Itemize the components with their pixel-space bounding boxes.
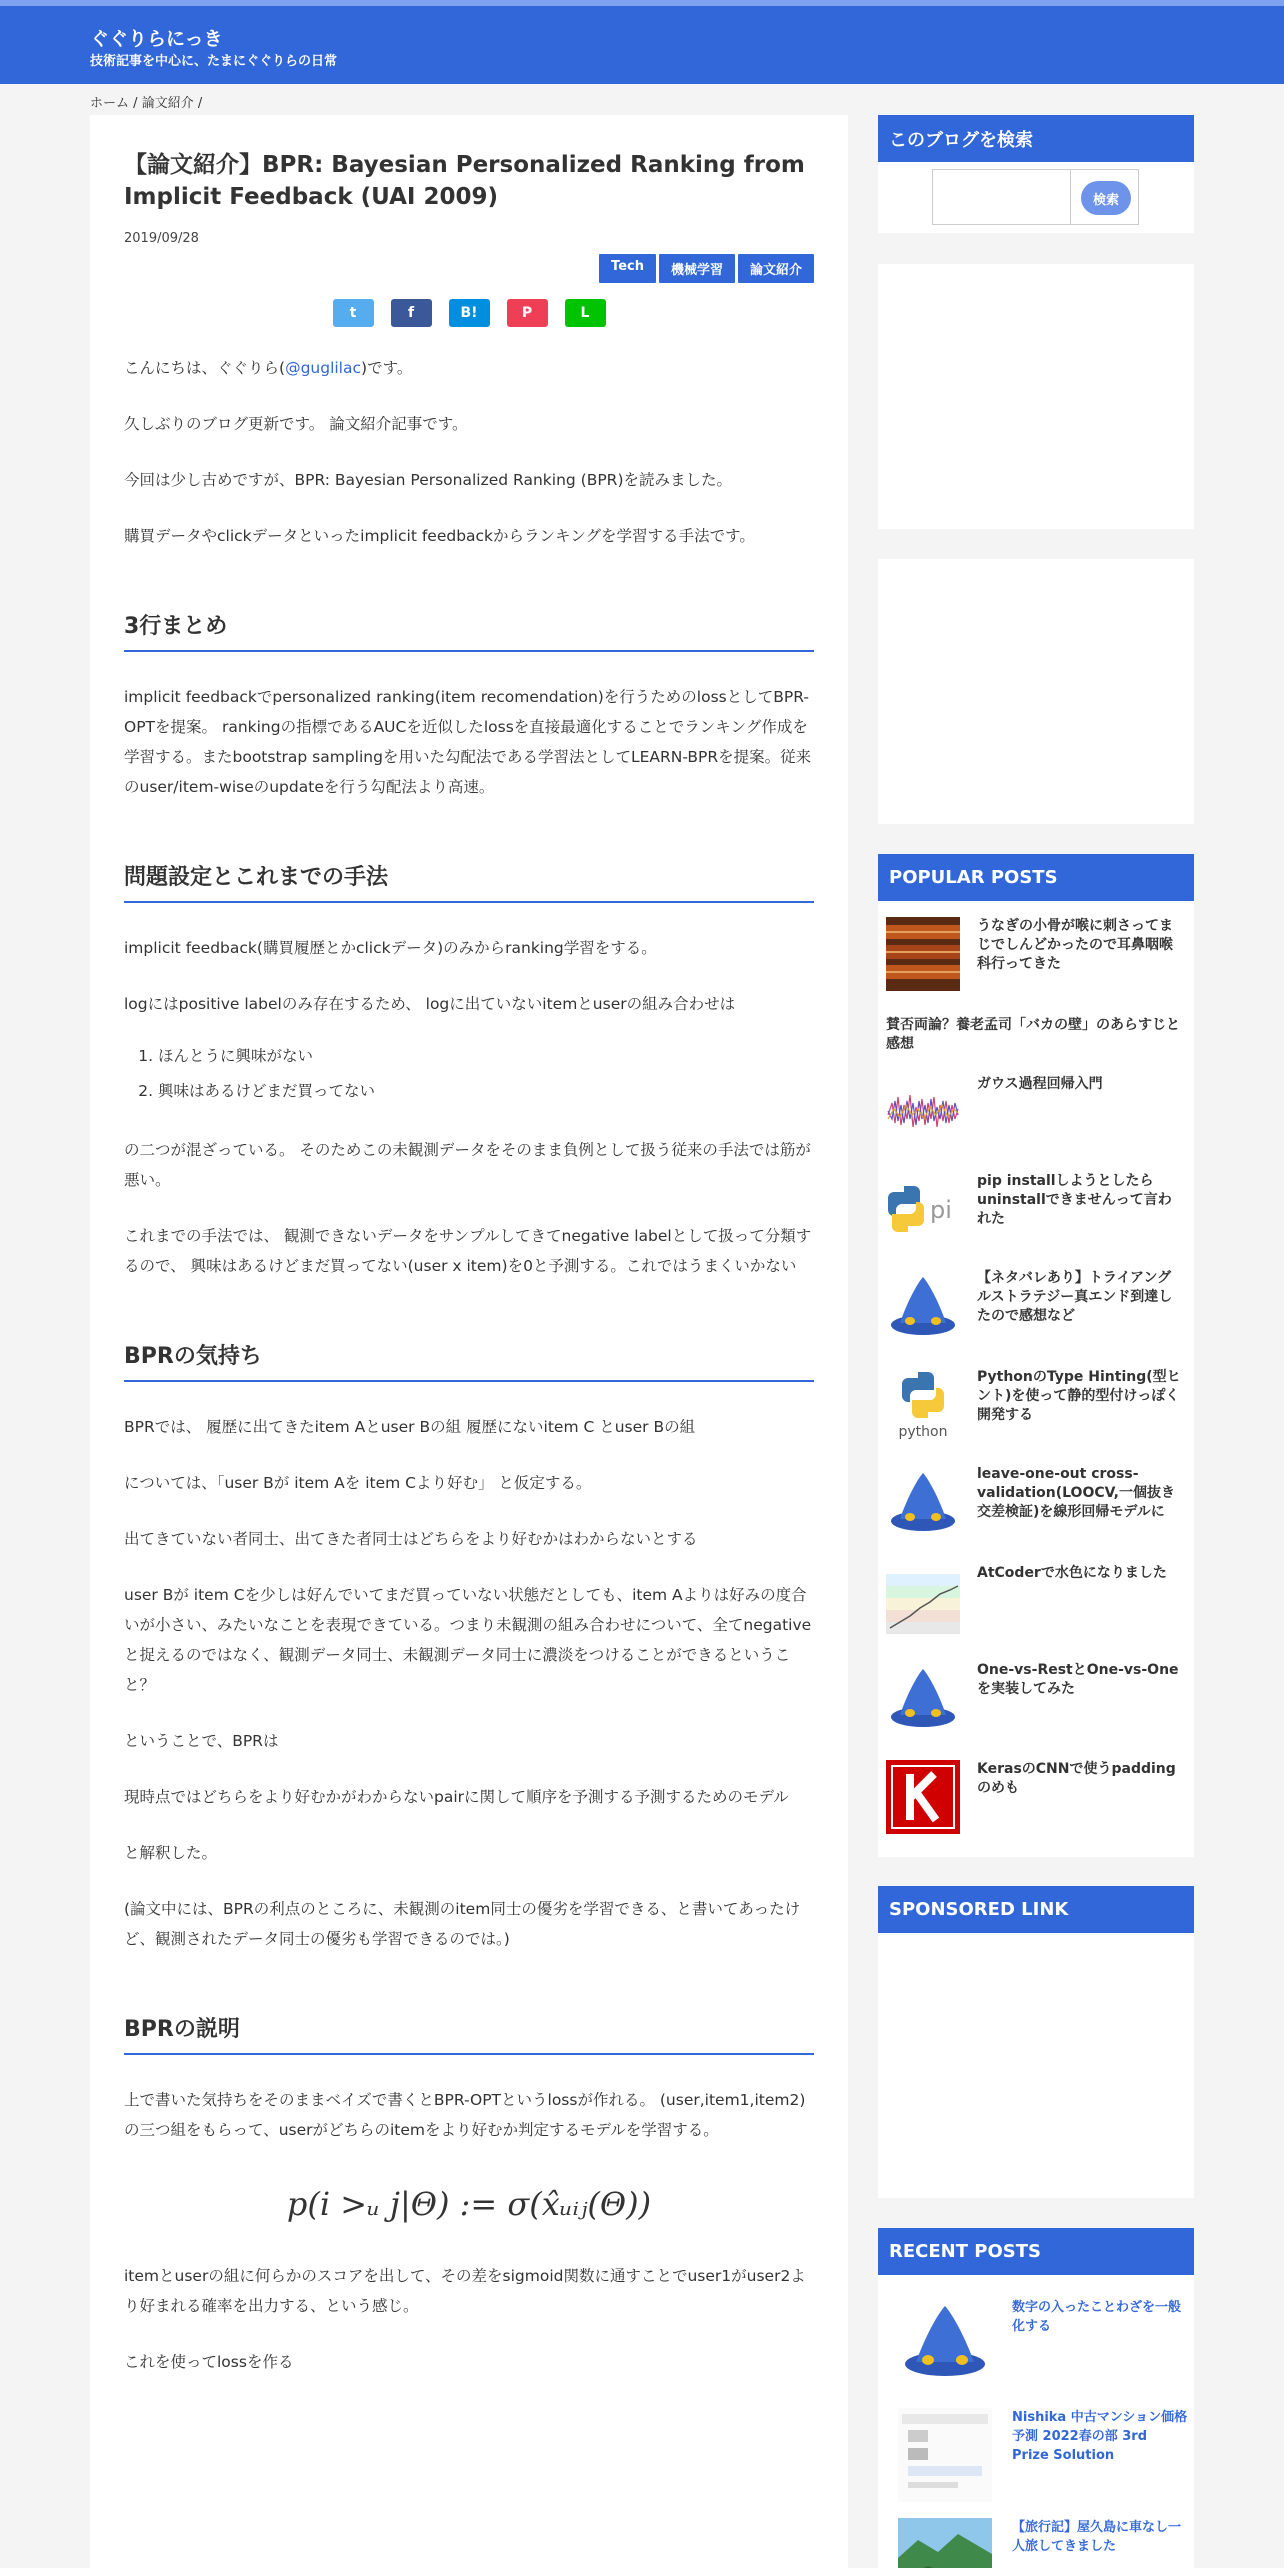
recent-posts-widget: [878, 2228, 1194, 2568]
python-logo-icon: [886, 1368, 960, 1442]
paragraph: と解釈した。: [124, 1844, 218, 1862]
search-form: [932, 169, 1139, 225]
post-date: 2019/09/28: [124, 231, 199, 246]
popular-post-title: うなぎの小骨が喉に刺さってまじでしんどかったので耳鼻咽喉科行ってきた: [977, 918, 1173, 972]
search-input[interactable]: [933, 170, 1071, 224]
paragraph: これまでの手法では、 観測できないデータをサンプルしてきてnegative labelとして扱って分類するので、 興味はあるけどまだ買ってない(user x item)を0と予測する。これではうまくいかない: [124, 1227, 812, 1275]
section-heading-explain: BPRの説明: [124, 2012, 814, 2055]
paragraph: の二つが混ざっている。 そのためこの未観測データをそのまま負例として扱う従来の手法では筋が悪い。: [124, 1141, 811, 1189]
math-formula: p(i >ᵤ j|Θ) := σ(x̂ᵤᵢⱼ(Θ)): [286, 2185, 652, 2223]
eel-thumbnail-icon: [886, 917, 960, 991]
popular-post-item[interactable]: [886, 917, 1186, 997]
recent-post-item[interactable]: [898, 2298, 1188, 2392]
section-heading-idea: BPRの気持ち: [124, 1339, 814, 1382]
category-tags: [124, 254, 814, 283]
popular-post-item[interactable]: [886, 1016, 1186, 1056]
search-widget-title: このブログを検索: [878, 115, 1194, 162]
recent-post-title: Nishika 中古マンション価格予測 2022春の部 3rd Prize Solution: [1012, 2410, 1188, 2463]
wizard-hat-icon: [886, 1465, 960, 1539]
popular-post-item[interactable]: [886, 1760, 1186, 1840]
popular-posts-widget: [878, 854, 1194, 1857]
recent-post-item[interactable]: [898, 2518, 1188, 2568]
share-buttons: [124, 299, 814, 327]
recent-post-item[interactable]: [898, 2408, 1188, 2502]
category-tag-tech[interactable]: Tech: [599, 254, 656, 283]
popular-post-item[interactable]: [886, 1269, 1186, 1349]
popular-post-item[interactable]: [886, 1465, 1186, 1545]
popular-post-title: PythonのType Hinting(型ヒント)を使って静的型付けっぽく開発する: [977, 1369, 1181, 1423]
popular-post-title: leave-one-out cross-validation(LOOCV,一個抜き交差検証)を線形回帰モデルに: [977, 1466, 1175, 1520]
list-item: 2. 興味はあるけどまだ買ってない: [158, 1074, 814, 1109]
hatena-bookmark-button[interactable]: B!: [449, 299, 490, 327]
article-body: [124, 149, 814, 2377]
keras-logo-icon: [886, 1760, 960, 1834]
popular-post-title: KerasのCNNで使うpaddingのめも: [977, 1761, 1176, 1796]
list-item: 1. ほんとうに興味がない: [158, 1039, 814, 1074]
summary-paragraph: implicit feedbackでpersonalized ranking(item recomendation)を行うためのlossとしてBPR-OPTを提案。 rankingの指標であるAUCを近似したlossを直接最適化することでランキング作成を学習する。またbootstrap samplingを用いた勾配法である学習法としてLEARN-BPRを提案。従来のuser/item-wiseのupdateを行う勾配法より高速。: [124, 688, 812, 796]
paragraph: itemとuserの組に何らかのスコアを出して、その差をsigmoid関数に通すことでuser1がuser2より好まれる確率を出力する、という感じ。: [124, 2267, 806, 2315]
popular-post-item[interactable]: [886, 1368, 1186, 1448]
python-pip-logo-icon: [886, 1172, 960, 1246]
popular-post-title: ガウス過程回帰入門: [977, 1076, 1103, 1092]
paragraph: 出てきていない者同士、出てきた者同士はどちらをより好むかはわからないとする: [124, 1530, 698, 1548]
ad-slot: [878, 559, 1194, 824]
wizard-hat-icon: [898, 2298, 992, 2392]
gaussian-process-chart-icon: [886, 1075, 960, 1149]
section-heading-summary: 3行まとめ: [124, 609, 814, 652]
paragraph: については、「user Bが item Aを item Cより好む」 と仮定する。: [124, 1474, 592, 1492]
site-header: [0, 6, 1284, 84]
sponsored-title: SPONSORED LINK: [878, 1886, 1194, 1933]
site-title[interactable]: ぐぐりらにっき: [90, 28, 223, 50]
landscape-photo-icon: [898, 2518, 992, 2568]
breadcrumb-separator: /: [133, 96, 138, 111]
paragraph: implicit feedback(購買履歴とかclickデータ)のみからranking学習をする。: [124, 939, 657, 957]
paragraph: 久しぶりのブログ更新です。 論文紹介記事です。: [124, 415, 468, 433]
popular-post-title: AtCoderで水色になりました: [977, 1565, 1167, 1581]
svg-text:python: python: [898, 1424, 948, 1440]
wizard-hat-icon: [886, 1269, 960, 1343]
breadcrumb-category[interactable]: 論文紹介: [141, 96, 194, 111]
popular-post-item[interactable]: [886, 1075, 1186, 1155]
twitter-share-button[interactable]: t: [333, 299, 374, 327]
popular-post-item[interactable]: [886, 1564, 1186, 1644]
breadcrumb-home[interactable]: ホーム: [90, 96, 130, 111]
category-tag-ml[interactable]: 機械学習: [659, 254, 735, 283]
popular-post-title: pip installしようとしたらuninstallできませんって言われた: [977, 1173, 1172, 1227]
popular-post-title: 賛否両論？養老孟司「バカの壁」のあらすじと感想: [886, 1017, 1180, 1052]
breadcrumb-separator: /: [197, 96, 203, 111]
pocket-share-button[interactable]: P: [507, 299, 548, 327]
rating-chart-icon: [886, 1564, 960, 1638]
search-button[interactable]: 検索: [1081, 181, 1131, 215]
facebook-share-button[interactable]: f: [391, 299, 432, 327]
category-tag-paper[interactable]: 論文紹介: [738, 254, 814, 283]
ordered-list: [124, 1039, 814, 1109]
popular-post-title: 【ネタバレあり】トライアングルストラテジー真エンド到達したので感想など: [977, 1270, 1173, 1324]
post-title: 【論文紹介】BPR: Bayesian Personalized Ranking from Implicit Feedback (UAI 2009): [124, 152, 805, 210]
site-description: 技術記事を中心に、たまにぐぐりらの日常: [90, 54, 338, 69]
paragraph: user Bが item Cを少しは好んでいてまだ買っていない状態だとしても、item Aよりは好みの度合いが小さい、みたいなことを表現できている。つまり未観測の組み合わせについて、全てnegativeと捉えるのではなく、観測データ同士、未観測データ同士に濃淡をつけることができるということ？: [124, 1586, 812, 1694]
article-card: [90, 115, 848, 2568]
paragraph: BPRでは、 履歴に出てきたitem Aとuser Bの組 履歴にないitem C とuser Bの組: [124, 1418, 696, 1436]
intro-text: こんにちは、ぐぐりら(: [124, 359, 286, 377]
wizard-hat-icon: [886, 1661, 960, 1735]
popular-posts-title: POPULAR POSTS: [878, 854, 1194, 901]
line-share-button[interactable]: L: [565, 299, 606, 327]
author-link[interactable]: @guglilac: [285, 359, 362, 377]
popular-post-item[interactable]: [886, 1172, 1186, 1252]
popular-post-item[interactable]: [886, 1661, 1186, 1741]
ad-slot: [878, 264, 1194, 529]
intro-text-end: )です。: [361, 359, 413, 377]
recent-post-title: 【旅行記】屋久島に車なし一人旅してきました: [1012, 2520, 1182, 2554]
paragraph: これを使ってlossを作る: [124, 2353, 294, 2371]
paragraph: 現時点ではどちらをより好むかがわからないpairに関して順序を予測する予測するためのモデル: [124, 1788, 789, 1806]
section-heading-problem: 問題設定とこれまでの手法: [124, 860, 814, 903]
svg-text:pi: pi: [930, 1196, 952, 1224]
intro-paragraph: [124, 353, 814, 383]
paragraph: logにはpositive labelのみ存在するため、 logに出ていないitemとuserの組み合わせは: [124, 995, 736, 1013]
screenshot-thumbnail-icon: [898, 2408, 992, 2502]
paragraph: 今回は少し古めですが、BPR: Bayesian Personalized Ranking (BPR)を読みました。: [124, 471, 732, 489]
breadcrumb: [90, 92, 202, 111]
search-widget: [878, 115, 1194, 233]
sponsored-widget: [878, 1886, 1194, 2198]
popular-post-title: One-vs-RestとOne-vs-Oneを実装してみた: [977, 1662, 1179, 1697]
recent-posts-title: RECENT POSTS: [878, 2228, 1194, 2275]
paragraph: ということで、BPRは: [124, 1732, 279, 1750]
paragraph: 購買データやclickデータといったimplicit feedbackからランキングを学習する手法です。: [124, 527, 755, 545]
paragraph: 上で書いた気持ちをそのままベイズで書くとBPR-OPTというlossが作れる。 (user,item1,item2)の三つ組をもらって、userがどちらのitemをより好むか判定するモデルを学習する。: [124, 2091, 806, 2139]
recent-post-title: 数字の入ったことわざを一般化する: [1012, 2300, 1182, 2334]
paragraph: (論文中には、BPRの利点のところに、未観測のitem同士の優劣を学習できる、と書いてあったけど、観測されたデータ同士の優劣も学習できるのでは。): [124, 1900, 801, 1948]
